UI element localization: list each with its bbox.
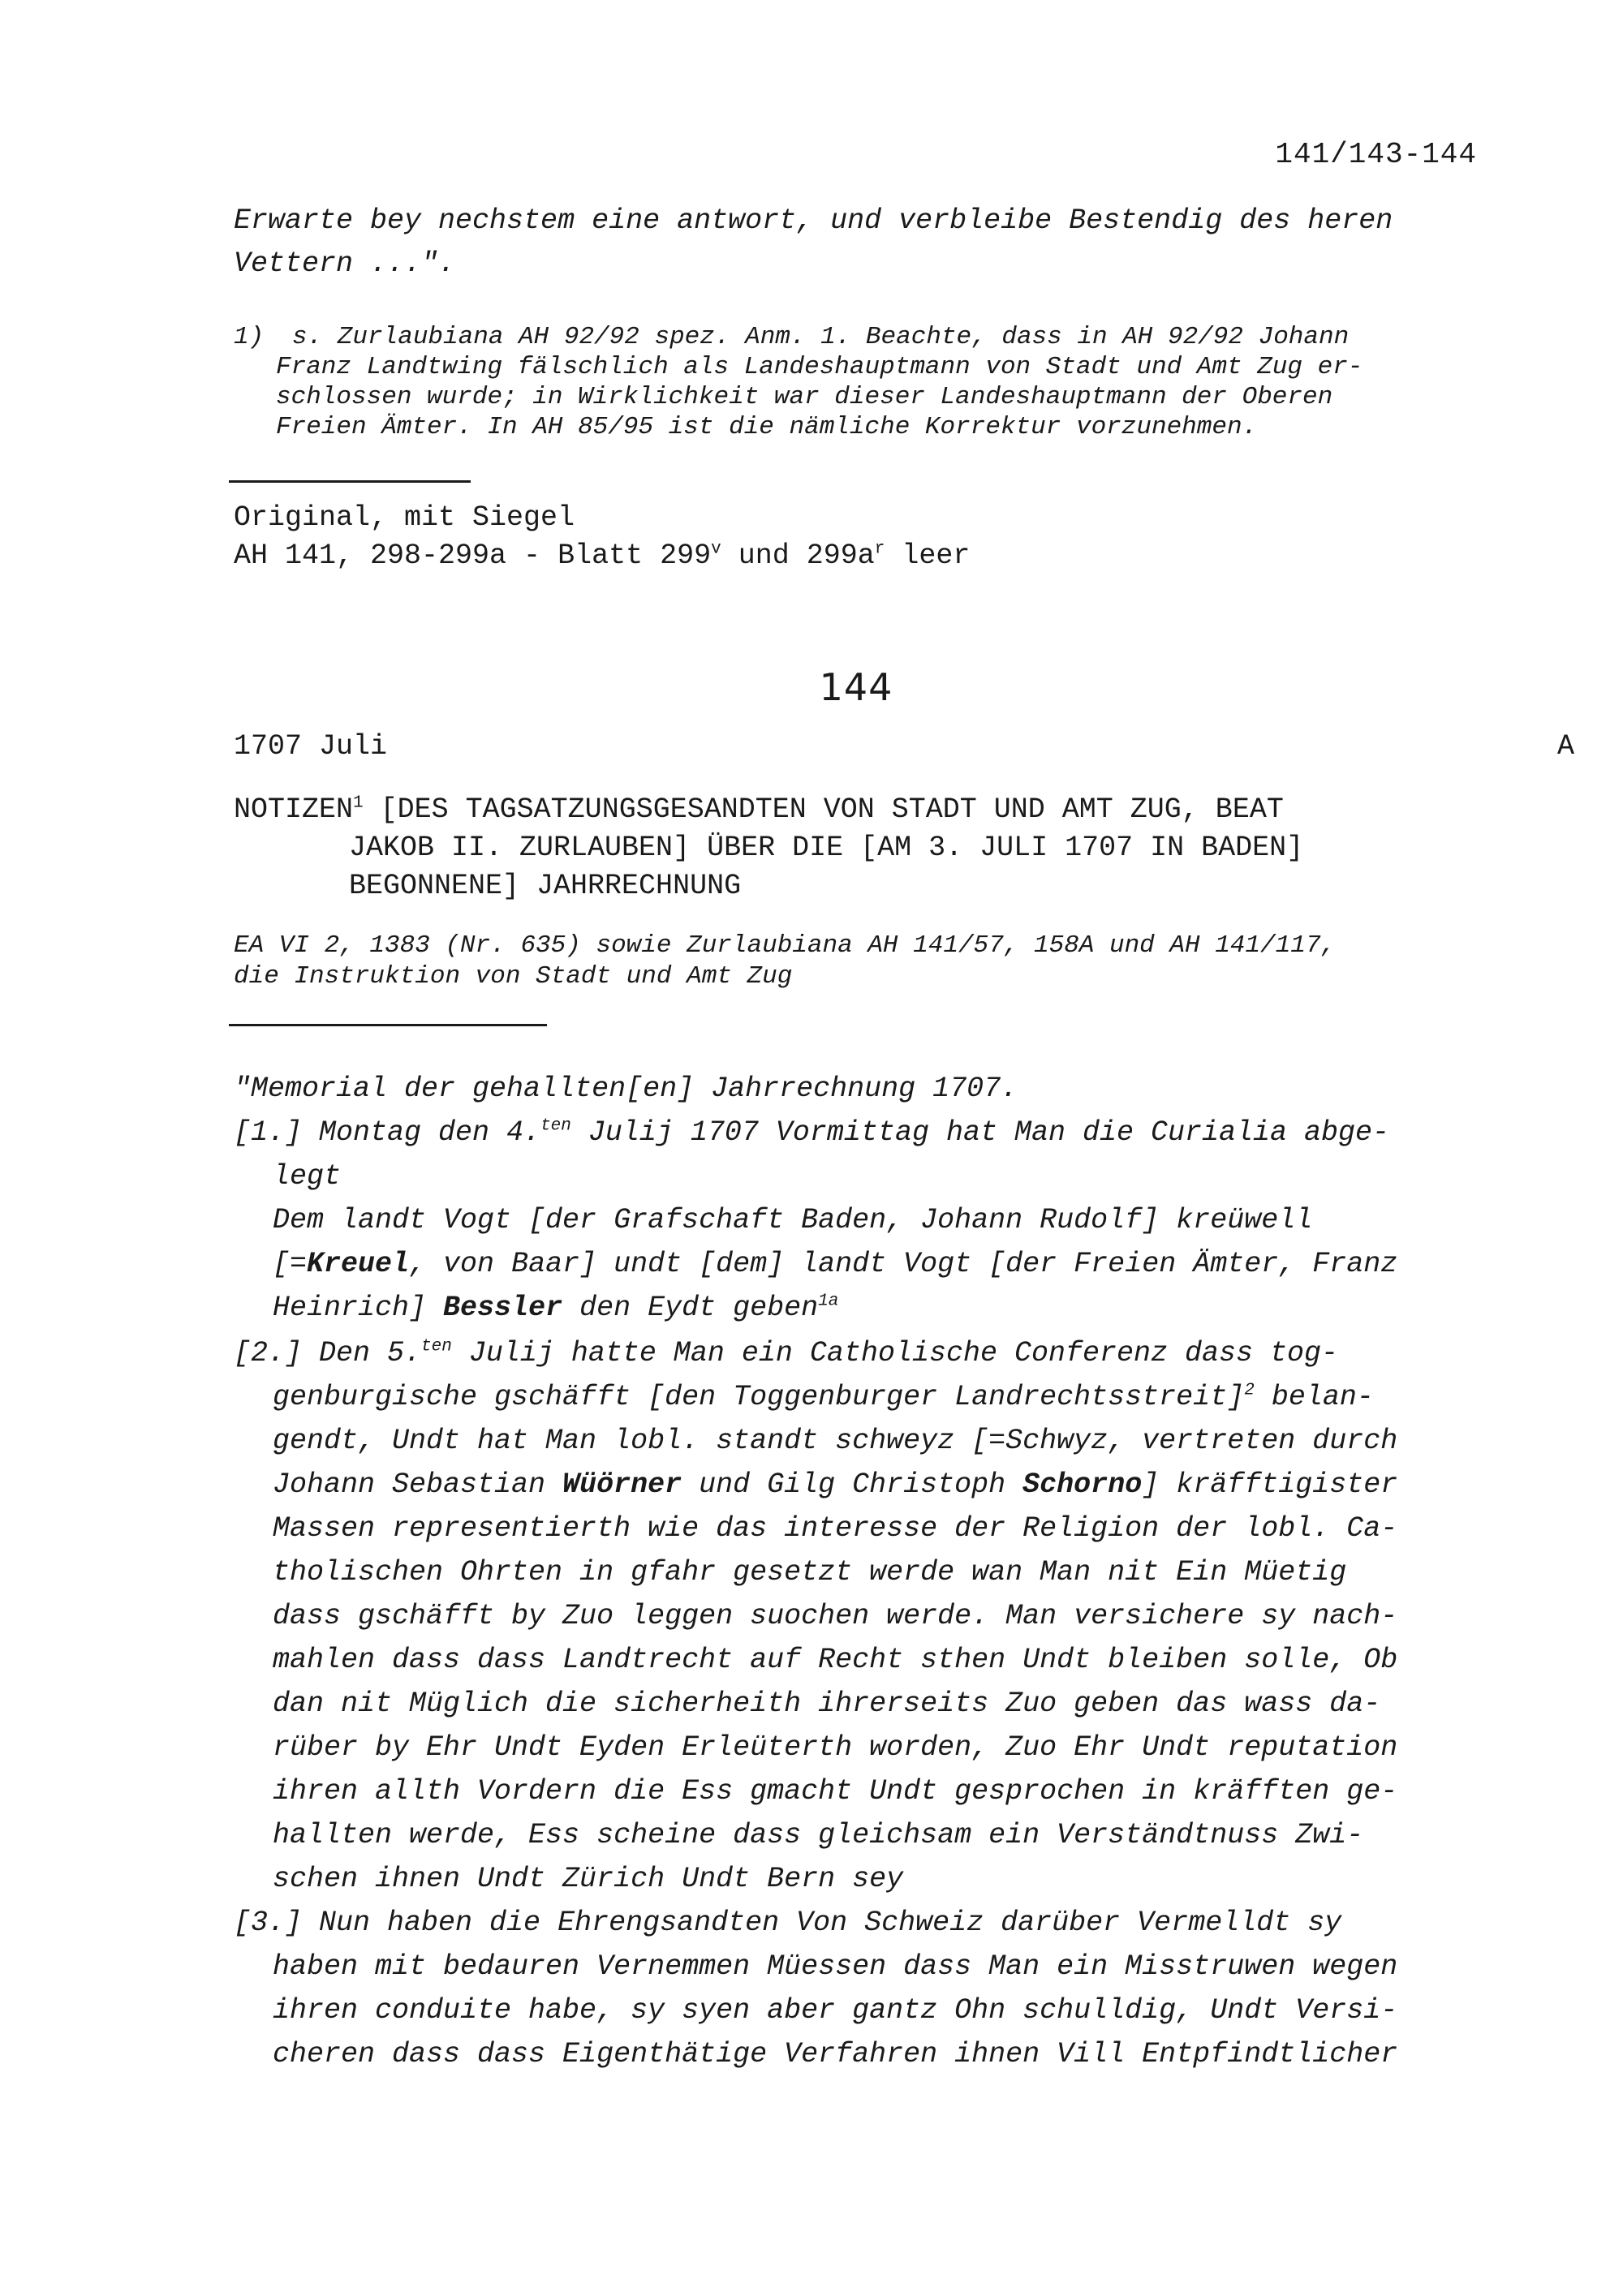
heading-line: NOTIZEN$^1$ [DES TAGSATZUNGSGESANDTEN VON STADT UND AMT ZUG, BEAT bbox=[234, 793, 1284, 826]
heading-line: BEGONNENE] JAHRRECHNUNG bbox=[349, 870, 742, 902]
body-line: hallten werde, Ess scheine dass gleichsam ein Verständtnuss Zwi- bbox=[273, 1819, 1364, 1851]
reference-line: EA VI 2, 1383 (Nr. 635) sowie Zurlaubiana AH 141/57, 158A und AH 141/117, bbox=[234, 931, 1337, 960]
body-line: Heinrich] Bessler den Eydt geben$^{1a}$ bbox=[273, 1292, 839, 1324]
name-schorno: Schorno bbox=[1022, 1468, 1143, 1501]
document-number: 144 bbox=[819, 665, 893, 709]
source-line: AH 141, 298-299a - Blatt 299$^v$ und $299a^r$ leer bbox=[234, 540, 971, 572]
body-line: Dem landt Vogt [der Grafschaft Baden, Johann Rudolf] kreüwell bbox=[273, 1204, 1313, 1236]
separator-rule bbox=[229, 1024, 547, 1026]
body-line: genburgische gschäfft [den Toggenburger Landrechtsstreit]$^2$ belan- bbox=[273, 1381, 1374, 1413]
closing-line: Vettern ...". bbox=[234, 247, 456, 280]
body-line: [=Kreuel, von Baar] undt [dem] landt Vogt [der Freien Ämter, Franz bbox=[273, 1248, 1398, 1280]
footnote-marker: 1) bbox=[234, 323, 265, 351]
document-type: A bbox=[1556, 730, 1574, 763]
body-line: legt bbox=[273, 1160, 342, 1193]
footnote-line: Freien Ämter. In AH 85/95 ist die nämliche Korrektur vorzunehmen. bbox=[276, 413, 1258, 441]
document-date: 1707 Juli bbox=[234, 730, 388, 763]
body-line: tholischen Ohrten in gfahr gesetzt werde wan Man nit Ein Müetig bbox=[273, 1556, 1347, 1589]
heading-line: JAKOB II. ZURLAUBEN] ÜBER DIE [AM 3. JULI 1707 IN BADEN] bbox=[349, 832, 1304, 864]
body-line: ihren allth Vordern die Ess gmacht Undt gesprochen in kräfften ge- bbox=[273, 1775, 1398, 1808]
body-line: [2.] Den 5.$^{ten}$ Julij hatte Man ein Catholische Conferenz dass tog- bbox=[234, 1337, 1339, 1369]
body-line: rüber by Ehr Undt Eyden Erleüterth worden, Zuo Ehr Undt reputation bbox=[273, 1731, 1398, 1764]
name-kreuel: Kreuel bbox=[307, 1248, 410, 1280]
source-line: Original, mit Siegel bbox=[234, 501, 575, 534]
page-number: 141/143-144 bbox=[1275, 138, 1477, 171]
body-line: dass gschäfft by Zuo leggen suochen werde. Man versichere sy nach- bbox=[273, 1600, 1398, 1632]
name-wuorner: Wüörner bbox=[562, 1468, 682, 1501]
body-line: ihren conduite habe, sy syen aber gantz Ohn schulldig, Undt Versi- bbox=[273, 1994, 1398, 2027]
reference-line: die Instruktion von Stadt und Amt Zug bbox=[234, 962, 793, 991]
body-line: dan nit Müglich die sicherheith ihrerseits Zuo geben das wass da- bbox=[273, 1688, 1381, 1720]
footnote-line: s. Zurlaubiana AH 92/92 spez. Anm. 1. Beachte, dass in AH 92/92 Johann bbox=[292, 323, 1350, 351]
body-line: "Memorial der gehallten[en] Jahrrechnung 1707. bbox=[234, 1073, 1018, 1105]
body-line: schen ihnen Undt Zürich Undt Bern sey bbox=[273, 1863, 904, 1895]
body-line: [1.] Montag den 4.$^{ten}$ Julij 1707 Vormittag hat Man die Curialia abge- bbox=[234, 1116, 1390, 1149]
body-line: Johann Sebastian Wüörner und Gilg Christoph Schorno] kräfftigister bbox=[273, 1468, 1398, 1501]
body-line: mahlen dass dass Landtrecht auf Recht sthen Undt bleiben solle, Ob bbox=[273, 1644, 1398, 1676]
closing-line: Erwarte bey nechstem eine antwort, und verbleibe Bestendig des heren bbox=[234, 204, 1393, 237]
body-line: cheren dass dass Eigenthätige Verfahren ihnen Vill Entpfindtlicher bbox=[273, 2038, 1398, 2070]
separator-rule bbox=[229, 480, 471, 483]
name-bessler: Bessler bbox=[443, 1292, 563, 1324]
date-line bbox=[234, 730, 1574, 763]
footnote-line: Franz Landtwing fälschlich als Landeshauptmann von Stadt und Amt Zug er- bbox=[276, 353, 1363, 381]
body-line: Massen representierth wie das interesse der Religion der lobl. Ca- bbox=[273, 1512, 1398, 1545]
body-line: haben mit bedauren Vernemmen Müessen dass Man ein Misstruwen wegen bbox=[273, 1950, 1398, 1983]
footnote-line: schlossen wurde; in Wirklichkeit war dieser Landeshauptmann der Oberen bbox=[276, 383, 1333, 411]
body-line: [3.] Nun haben die Ehrengsandten Von Schweiz darüber Vermelldt sy bbox=[234, 1907, 1342, 1939]
body-line: gendt, Undt hat Man lobl. standt schweyz [=Schwyz, vertreten durch bbox=[273, 1425, 1398, 1457]
